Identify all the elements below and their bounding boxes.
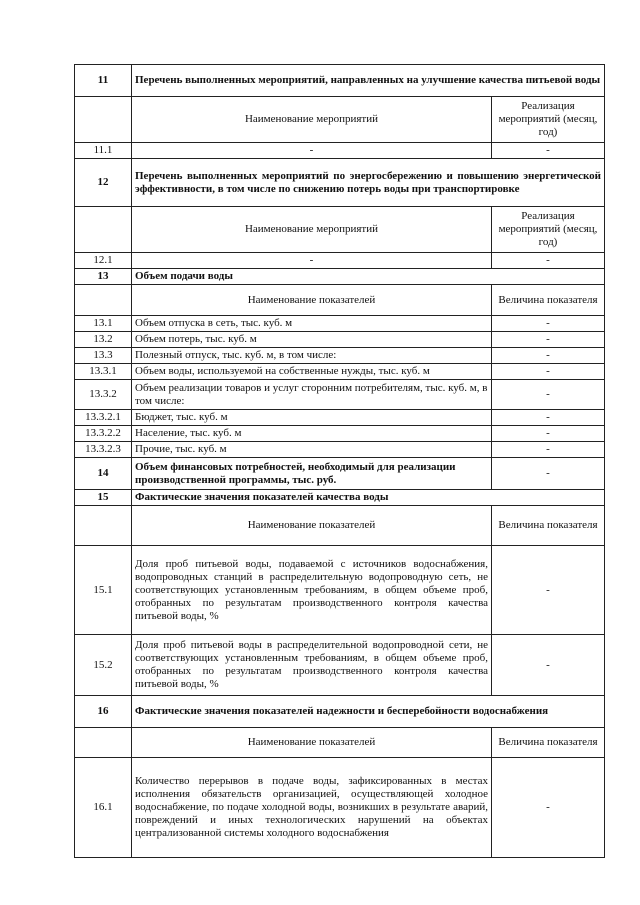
row-number: 15.1 xyxy=(75,546,132,635)
section-row xyxy=(75,490,605,506)
row-value: - xyxy=(492,348,605,364)
row-value: - xyxy=(492,316,605,332)
header-row xyxy=(75,97,605,143)
table-row xyxy=(75,410,605,426)
table-row xyxy=(75,316,605,332)
row-value: - xyxy=(492,410,605,426)
section-row xyxy=(75,696,605,728)
row-number: 13.2 xyxy=(75,332,132,348)
section-title: Перечень выполненных мероприятий, направленных на улучшение качества питьевой воды xyxy=(132,65,605,97)
row-text: Бюджет, тыс. куб. м xyxy=(132,410,492,426)
column-header-name: Наименование показателей xyxy=(132,728,492,758)
report-table xyxy=(74,64,605,858)
row-number: 13.3.2.1 xyxy=(75,410,132,426)
table-row xyxy=(75,380,605,410)
row-number: 13 xyxy=(75,269,132,285)
row-value: - xyxy=(492,758,605,858)
row-number: 15 xyxy=(75,490,132,506)
row-number: 13.1 xyxy=(75,316,132,332)
section-title: Объем подачи воды xyxy=(132,269,605,285)
row-text: - xyxy=(132,143,492,159)
column-header-name: Наименование показателей xyxy=(132,506,492,546)
row-text: Доля проб питьевой воды, подаваемой с источников водоснабжения, водопроводных станций в распределительную водопроводную сеть, не соответствующих установленным требованиям, в общем объеме проб, отобранных по результатам производственного контроля качества питьевой воды, % xyxy=(132,546,492,635)
row-number: 13.3.2 xyxy=(75,380,132,410)
row-text: Полезный отпуск, тыс. куб. м, в том числе: xyxy=(132,348,492,364)
section-title: Объем финансовых потребностей, необходимый для реализации производственной программы, тыс. руб. xyxy=(132,458,492,490)
row-value: - xyxy=(492,458,605,490)
table-row xyxy=(75,348,605,364)
row-value: - xyxy=(492,635,605,696)
column-header-value: Величина показателя xyxy=(492,285,605,316)
table-row xyxy=(75,635,605,696)
row-number: 11.1 xyxy=(75,143,132,159)
row-text: Прочие, тыс. куб. м xyxy=(132,442,492,458)
header-row xyxy=(75,285,605,316)
header-row xyxy=(75,506,605,546)
section-title: Фактические значения показателей качества воды xyxy=(132,490,605,506)
row-value: - xyxy=(492,364,605,380)
row-text: Объем реализации товаров и услуг сторонним потребителям, тыс. куб. м, в том числе: xyxy=(132,380,492,410)
row-number: 16.1 xyxy=(75,758,132,858)
row-text: Объем воды, используемой на собственные нужды, тыс. куб. м xyxy=(132,364,492,380)
column-header-value: Величина показателя xyxy=(492,506,605,546)
row-text: - xyxy=(132,253,492,269)
row-value: - xyxy=(492,380,605,410)
section-row xyxy=(75,159,605,207)
row-value: - xyxy=(492,426,605,442)
row-number: 13.3.1 xyxy=(75,364,132,380)
section-title: Перечень выполненных мероприятий по энергосбережению и повышению энергетической эффективности, в том числе по снижению потерь воды при транспортировке xyxy=(132,159,605,207)
section-row xyxy=(75,458,605,490)
row-number: 13.3.2.2 xyxy=(75,426,132,442)
row-number: 15.2 xyxy=(75,635,132,696)
row-text: Объем потерь, тыс. куб. м xyxy=(132,332,492,348)
table-row xyxy=(75,253,605,269)
table-row xyxy=(75,442,605,458)
row-text: Объем отпуска в сеть, тыс. куб. м xyxy=(132,316,492,332)
row-number: 12.1 xyxy=(75,253,132,269)
header-row xyxy=(75,207,605,253)
column-header-name: Наименование показателей xyxy=(132,285,492,316)
row-value: - xyxy=(492,332,605,348)
column-header-value: Реализация мероприятий (месяц, год) xyxy=(492,207,605,253)
section-title: Фактические значения показателей надежности и бесперебойности водоснабжения xyxy=(132,696,605,728)
table-row xyxy=(75,758,605,858)
row-number: 13.3 xyxy=(75,348,132,364)
row-text: Доля проб питьевой воды в распределительной водопроводной сети, не соответствующих установленным требованиям, в общем объеме проб, отобранных по результатам производственного контроля качества питьевой воды, % xyxy=(132,635,492,696)
row-text: Количество перерывов в подаче воды, зафиксированных в местах исполнения обязательств организацией, осуществляющей холодное водоснабжение, по подаче холодной воды, возникших в результате аварий, повреждений и иных технологических нарушений на объектах централизованной системы холодного водоснабжения xyxy=(132,758,492,858)
row-number: 13.3.2.3 xyxy=(75,442,132,458)
column-header-value: Реализация мероприятий (месяц, год) xyxy=(492,97,605,143)
table-row xyxy=(75,364,605,380)
row-number: 11 xyxy=(75,65,132,97)
row-number: 16 xyxy=(75,696,132,728)
row-value: - xyxy=(492,253,605,269)
column-header-name: Наименование мероприятий xyxy=(132,97,492,143)
header-row xyxy=(75,728,605,758)
section-row xyxy=(75,269,605,285)
column-header-name: Наименование мероприятий xyxy=(132,207,492,253)
row-text: Население, тыс. куб. м xyxy=(132,426,492,442)
row-number: 14 xyxy=(75,458,132,490)
section-row xyxy=(75,65,605,97)
row-number: 12 xyxy=(75,159,132,207)
row-value: - xyxy=(492,143,605,159)
table-row xyxy=(75,332,605,348)
table-row xyxy=(75,143,605,159)
table-row xyxy=(75,426,605,442)
table-row xyxy=(75,546,605,635)
row-value: - xyxy=(492,546,605,635)
column-header-value: Величина показателя xyxy=(492,728,605,758)
row-value: - xyxy=(492,442,605,458)
